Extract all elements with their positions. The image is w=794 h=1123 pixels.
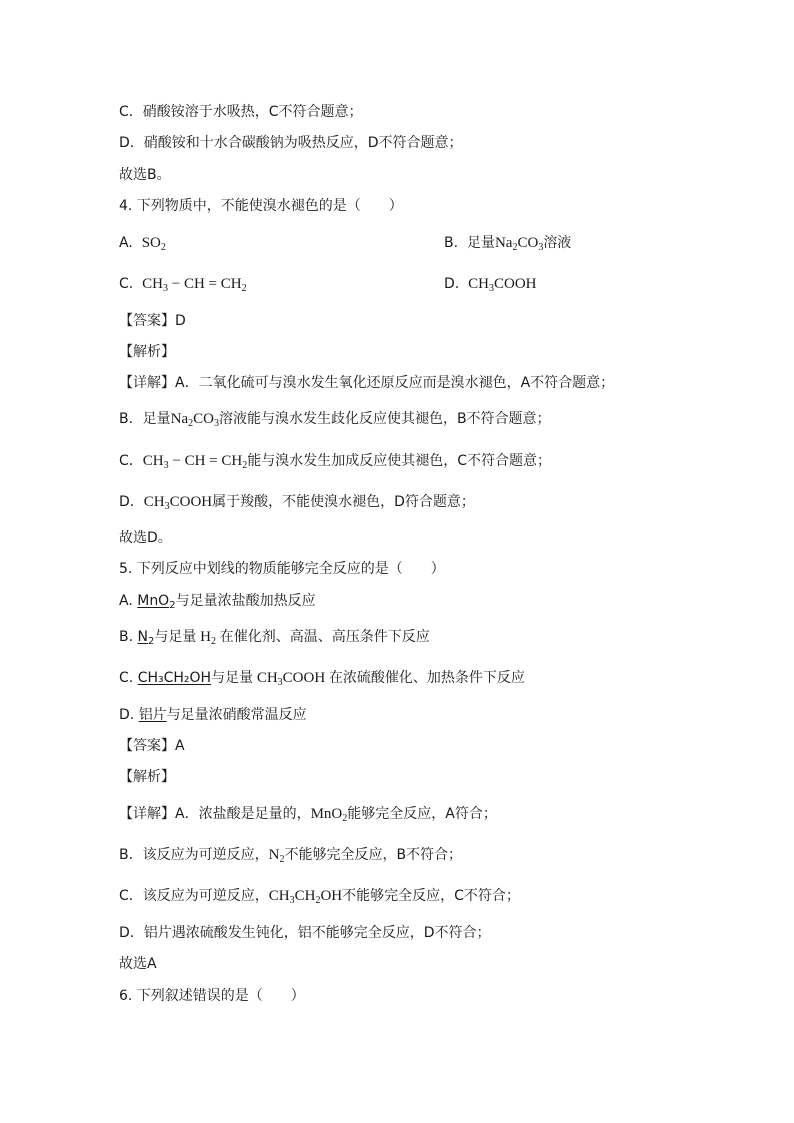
q5-option-b-formula: $H_2$ xyxy=(200,629,216,647)
q4-detail-b: B．足量$Na_2CO_3$溶液能与溴水发生歧化反应使其褪色，B不符合题意； xyxy=(119,411,551,429)
q4-option-d-label: D. xyxy=(444,276,460,292)
q5-analysis: 【解析】 xyxy=(119,769,175,785)
q4-detail-c-formula: $CH_3$ − CH = $CH_2$ xyxy=(142,453,248,471)
q4-option-d xyxy=(444,274,537,294)
q5-answer: 【答案】A xyxy=(119,738,185,754)
q5-option-c: C. CH₃CH₂OH与足量 $CH_3COOH$ 在浓硫酸催化、加热条件下反应 xyxy=(119,670,525,688)
q4-option-d-formula: $CH_3COOH$ xyxy=(468,276,537,294)
q5-detail-a: 【详解】A．浓盐酸是足量的，MnO$_2$能够完全反应，A符合； xyxy=(119,806,497,824)
q4-stem: 4. 下列物质中，不能使溴水褪色的是（ ） xyxy=(119,198,403,214)
q5-option-a-underlined: MnO$_2$ xyxy=(137,593,176,611)
q5-option-d: D. 铝片与足量浓硝酸常温反应 xyxy=(119,707,307,723)
q4-option-a-formula: $SO_2$ xyxy=(141,235,166,253)
q5-detail-c-formula: $CH_3CH_2OH$ xyxy=(268,888,343,906)
q4-detail-c: C．$CH_3$ − CH = $CH_2$能与溴水发生加成反应使其褪色，C不符合题意； xyxy=(119,453,551,471)
q5-option-d-underlined: 铝片 xyxy=(138,707,167,723)
q4-analysis: 【解析】 xyxy=(119,344,175,360)
q4-option-b: B. 足量$Na_2CO_3$溶液 xyxy=(444,235,572,253)
q5-detail-c: C．该反应为可逆反应，$CH_3CH_2OH$不能够完全反应，C不符合； xyxy=(119,888,520,906)
q4-option-c-formula: $CH_3$ − CH = $CH_2$ xyxy=(142,276,247,294)
q4-detail-b-formula: $Na_2CO_3$ xyxy=(170,411,219,429)
q4-option-c-label: C. xyxy=(119,276,134,292)
q5-detail-d: D．铝片遇浓硫酸发生钝化，铝不能够完全反应，D不符合； xyxy=(119,925,491,941)
q4-choose: 故选D。 xyxy=(119,530,172,546)
q3-choose: 故选B。 xyxy=(119,167,171,183)
q5-detail-b-formula: $N_2$ xyxy=(268,847,285,865)
q4-option-a xyxy=(119,233,166,253)
q5-option-b-underlined: $N_2$ xyxy=(137,629,155,647)
q4-answer: 【答案】D xyxy=(119,313,186,329)
q5-option-c-formula: $CH_3COOH$ xyxy=(256,670,326,688)
q4-option-b-label: B. xyxy=(444,235,459,251)
q4-option-c xyxy=(119,274,247,294)
q4-detail-d-formula: $CH_3COOH$ xyxy=(143,494,213,512)
q5-option-b: B. $N_2$与足量 $H_2$ 在催化剂、高温、高压条件下反应 xyxy=(119,629,430,647)
q6-stem: 6. 下列叙述错误的是（ ） xyxy=(119,988,305,1004)
q3-line-c: C．硝酸铵溶于水吸热，C不符合题意； xyxy=(119,104,363,120)
q5-option-c-underlined: CH₃CH₂OH xyxy=(137,670,212,686)
q5-detail-a-formula: MnO$_2$ xyxy=(310,806,348,824)
q5-option-a: A. MnO$_2$与足量浓盐酸加热反应 xyxy=(119,593,316,611)
q4-option-b-formula: $Na_2CO_3$ xyxy=(494,235,544,253)
q5-choose: 故选A xyxy=(119,956,157,972)
q4-option-a-label: A. xyxy=(119,235,133,251)
q4-detail-a: 【详解】A．二氧化硫可与溴水发生氧化还原反应而是溴水褪色，A不符合题意； xyxy=(119,375,615,391)
q3-line-d: D．硝酸铵和十水合碳酸钠为吸热反应，D不符合题意； xyxy=(119,135,463,151)
q5-detail-b: B．该反应为可逆反应，$N_2$不能够完全反应，B不符合； xyxy=(119,847,463,865)
q4-detail-d: D．$CH_3COOH$属于羧酸，不能使溴水褪色，D符合题意； xyxy=(119,494,475,512)
q5-stem: 5. 下列反应中划线的物质能够完全反应的是（ ） xyxy=(119,561,445,577)
